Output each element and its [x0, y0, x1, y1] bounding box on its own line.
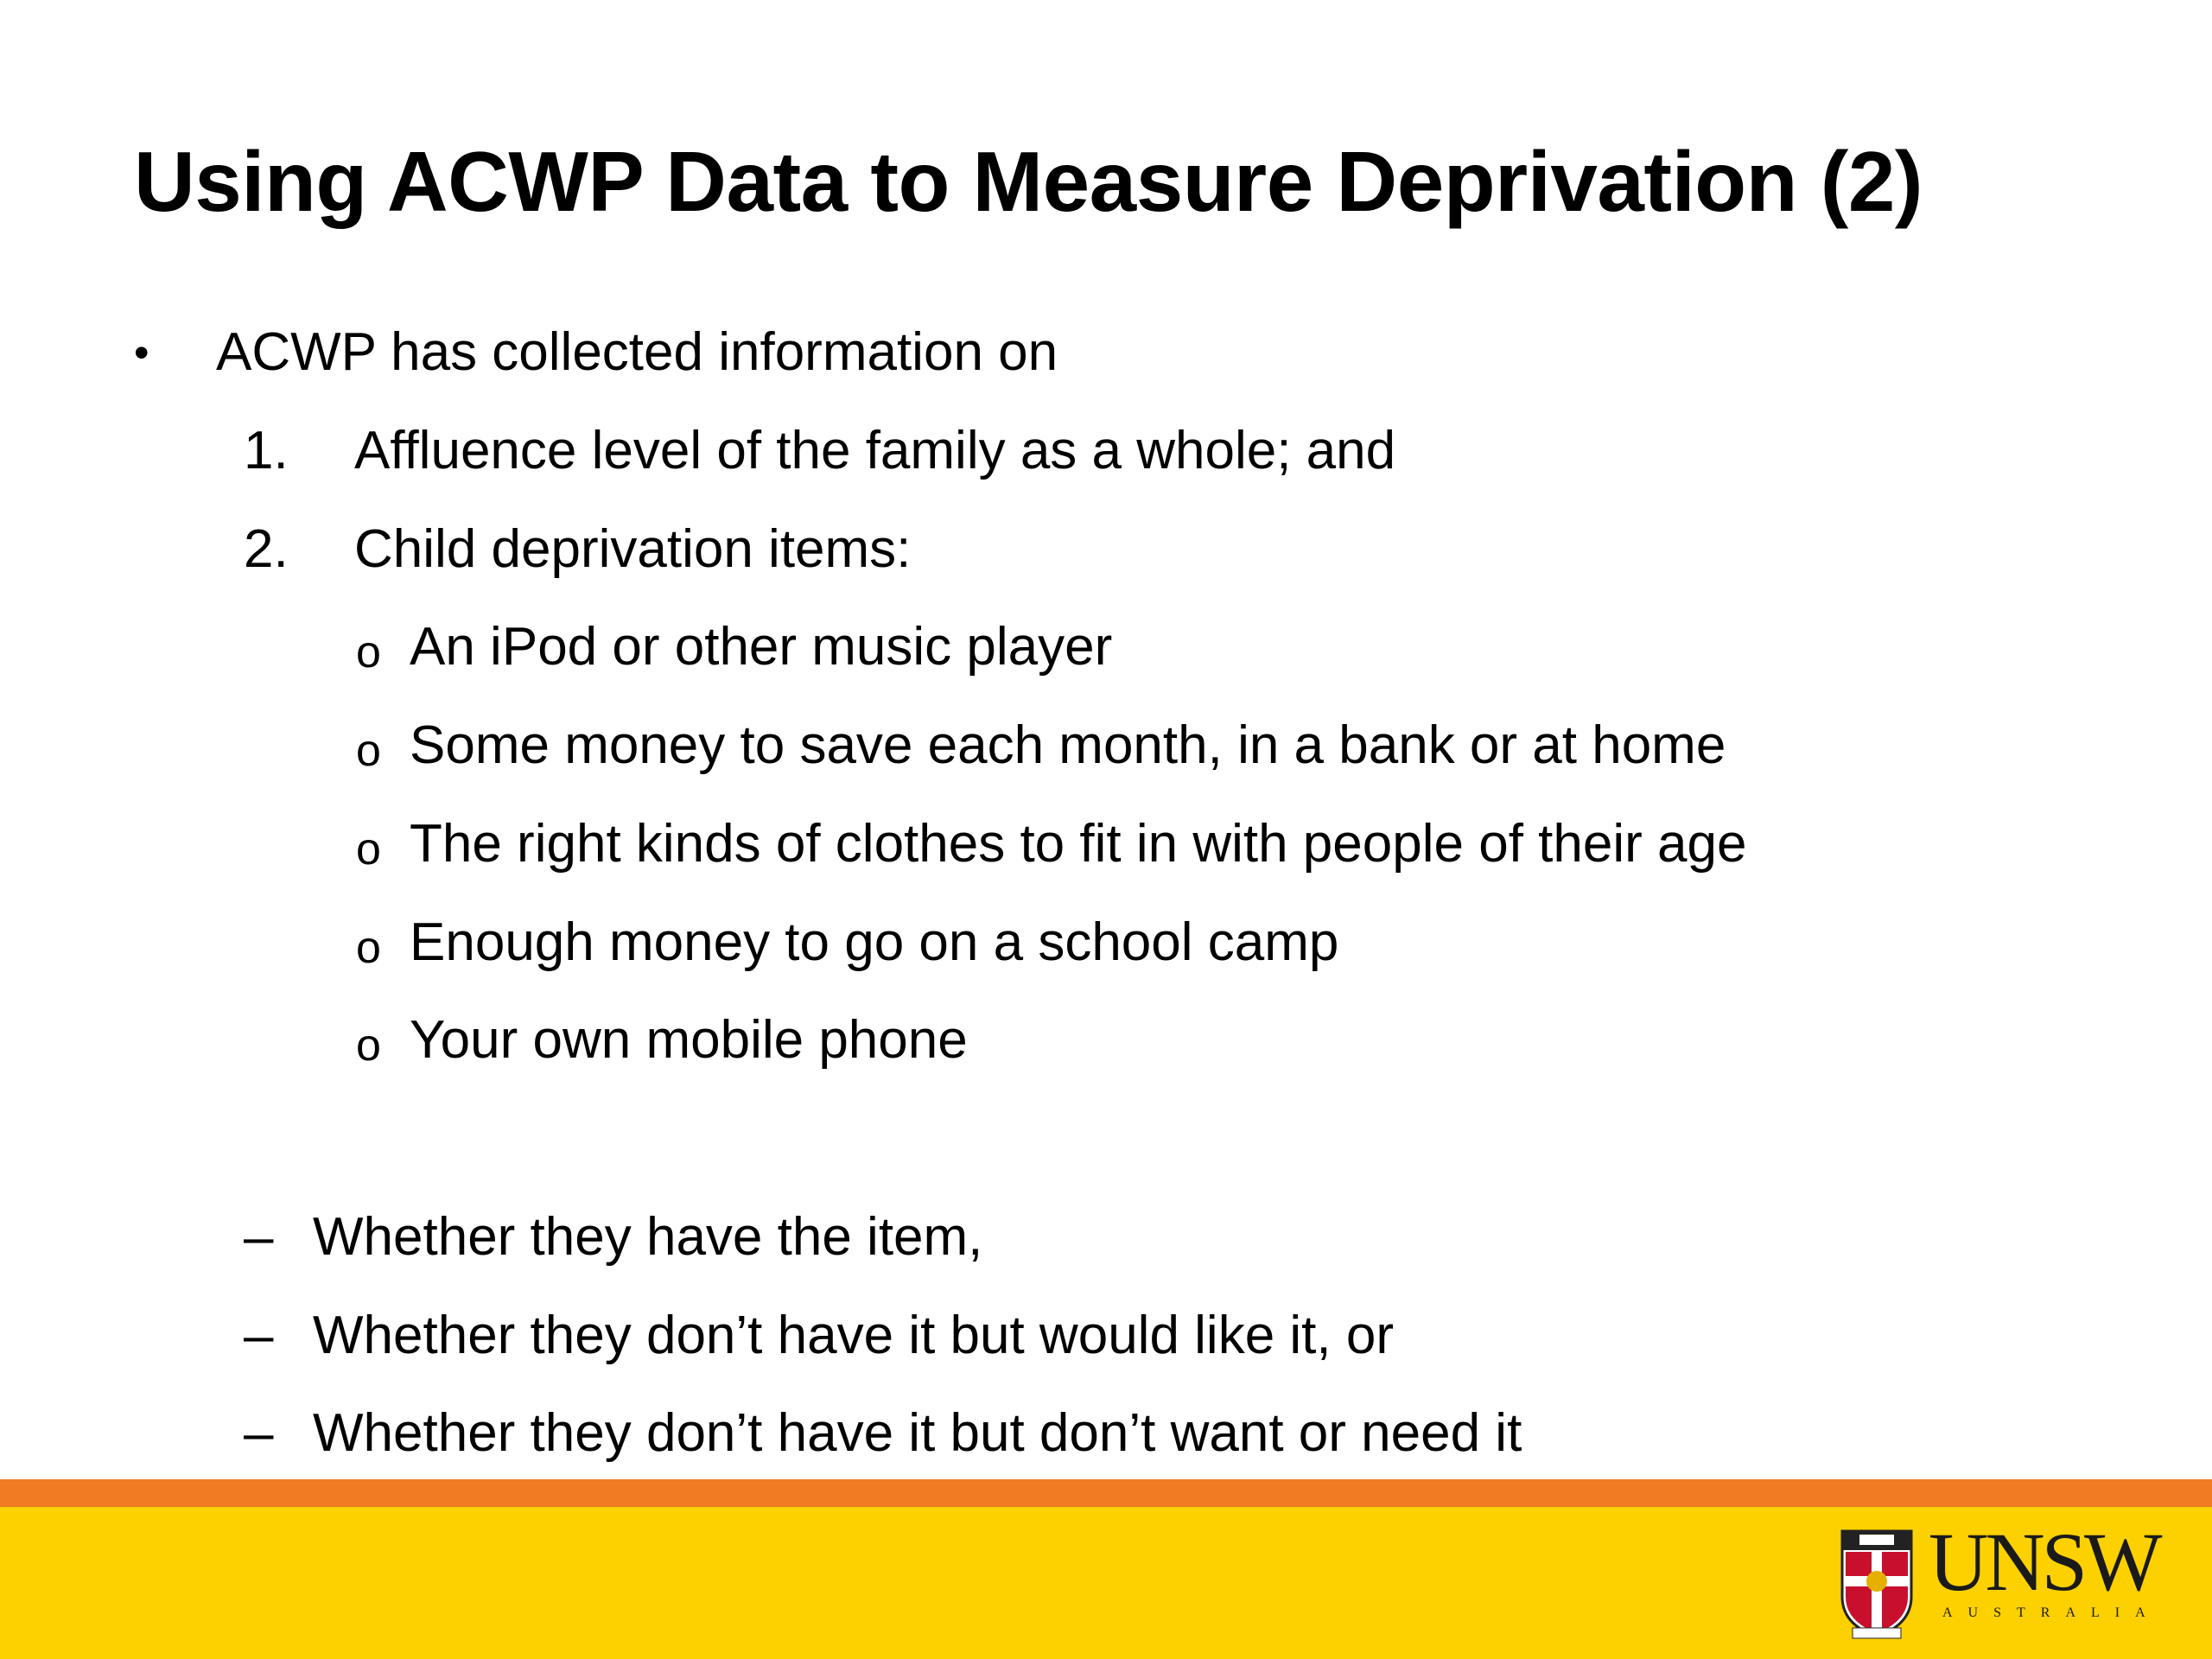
- response-text: Whether they don’t have it but would like it, or: [313, 1306, 1394, 1365]
- response-text: Whether they don’t have it but don’t want or need it: [313, 1403, 1522, 1463]
- unsw-logo: [1839, 1516, 2167, 1643]
- circle-bullet: o: [356, 726, 381, 776]
- bullet-text: ACWP has collected information on: [216, 322, 1058, 382]
- footer-orange-stripe: [0, 1479, 2212, 1507]
- unsw-crest-icon: [1839, 1522, 1915, 1640]
- circle-bullet: o: [356, 1020, 381, 1071]
- dash-marker: –: [244, 1403, 274, 1463]
- item-text: An iPod or other music player: [410, 617, 1113, 677]
- dash-marker: –: [244, 1207, 274, 1267]
- circle-bullet: o: [356, 824, 381, 874]
- number-marker: 1.: [244, 421, 289, 480]
- logo-subtext: AUSTRALIA: [1942, 1605, 2161, 1620]
- slide-title: Using ACWP Data to Measure Deprivation (2): [134, 134, 1923, 229]
- circle-bullet: o: [356, 923, 381, 973]
- item-text: Some money to save each month, in a bank or at home: [410, 715, 1726, 775]
- numbered-text: Affluence level of the family as a whole; and: [354, 421, 1396, 480]
- dash-marker: –: [244, 1306, 274, 1365]
- response-text: Whether they have the item,: [313, 1207, 983, 1267]
- bullet-marker: •: [134, 328, 149, 377]
- logo-wordmark: UNSW: [1929, 1516, 2159, 1608]
- number-marker: 2.: [244, 519, 289, 579]
- item-text: The right kinds of clothes to fit in with people of their age: [410, 814, 1747, 874]
- circle-bullet: o: [356, 627, 381, 677]
- item-text: Enough money to go on a school camp: [410, 912, 1339, 972]
- numbered-text: Child deprivation items:: [354, 519, 912, 579]
- item-text: Your own mobile phone: [410, 1010, 968, 1070]
